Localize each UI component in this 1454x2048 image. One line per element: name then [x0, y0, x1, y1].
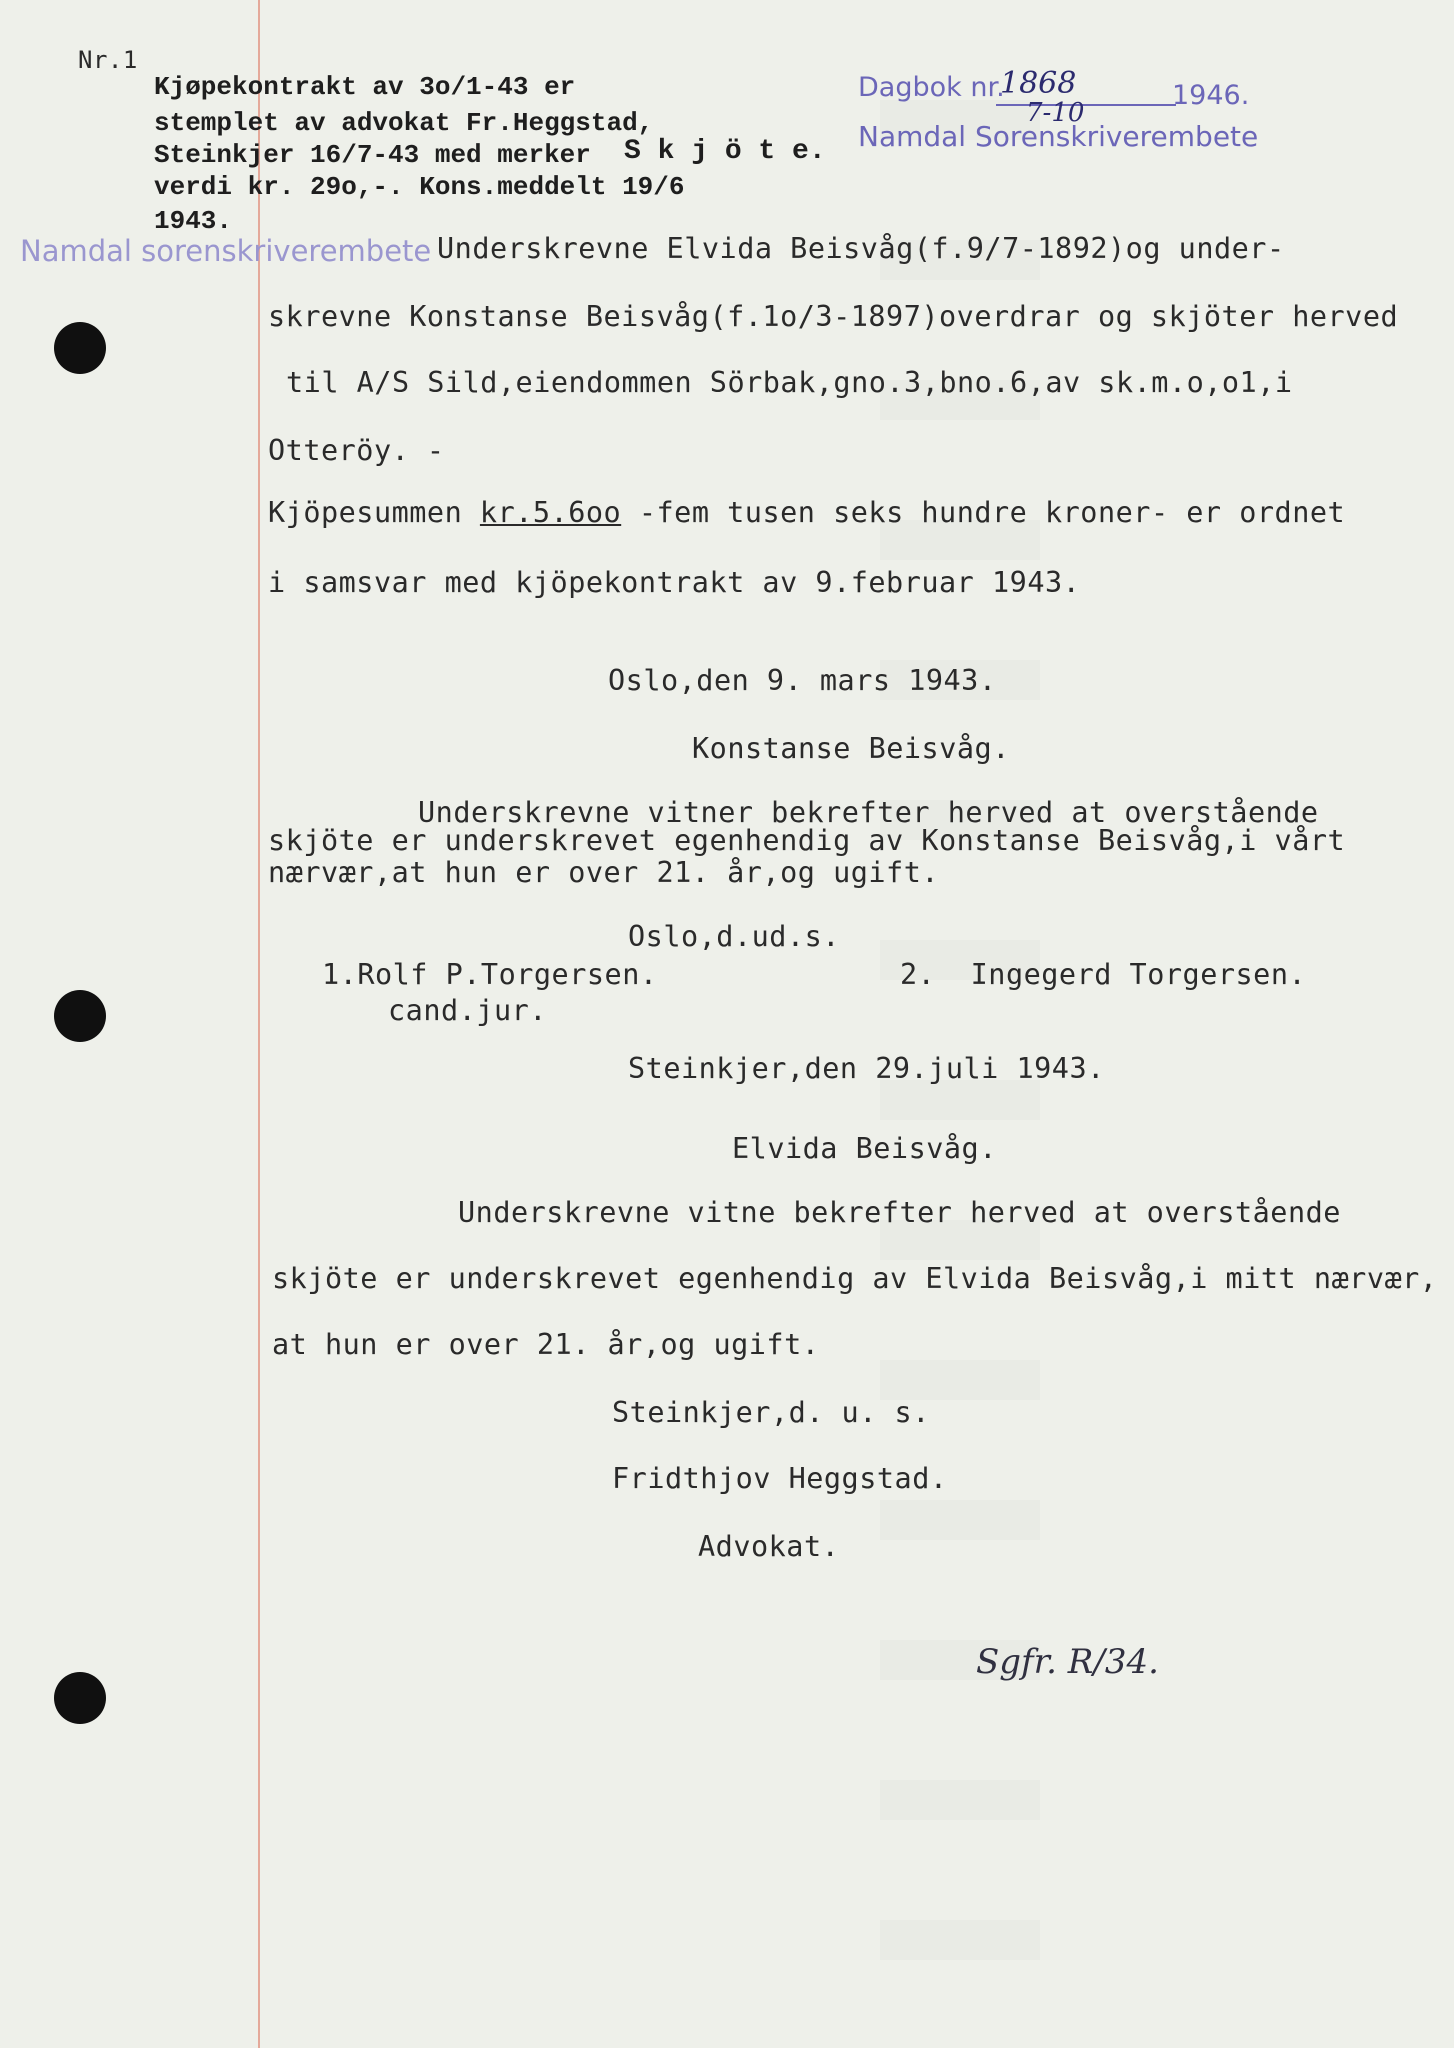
body-line: skrevne Konstanse Beisvåg(f.1o/3-1897)overdrar og skjöter herved: [268, 300, 1399, 333]
body-line: Otteröy. -: [268, 434, 445, 467]
office-stamp: Namdal Sorenskriverembete: [858, 120, 1259, 153]
dagbok-number: 1868: [1000, 66, 1077, 101]
punch-hole-bottom: [54, 1672, 106, 1724]
witness-b: 2. Ingegerd Torgersen.: [900, 958, 1307, 991]
witness-title: Advokat.: [698, 1530, 840, 1563]
witness-place: Steinkjer,d. u. s.: [612, 1396, 930, 1429]
handwritten-initials: Sgfr. R/34.: [976, 1642, 1159, 1682]
witness-a: 1.Rolf P.Torgersen.: [322, 958, 658, 991]
witness-text: at hun er over 21. år,og ugift.: [272, 1328, 820, 1361]
place-date: Oslo,den 9. mars 1943.: [608, 664, 997, 697]
witness-text: nærvær,at hun er over 21. år,og ugift.: [268, 856, 940, 889]
witness-name: Fridthjov Heggstad.: [612, 1462, 948, 1495]
margin-note-line: Steinkjer 16/7-43 med merker: [154, 140, 591, 170]
punch-hole-middle: [54, 990, 106, 1042]
dagbok-underline: [996, 104, 1176, 106]
body-line: til A/S Sild,eiendommen Sörbak,gno.3,bno.6,av sk.m.o,o1,i: [286, 366, 1293, 399]
signatory-name: Konstanse Beisvåg.: [692, 732, 1010, 765]
margin-rule: [258, 0, 260, 2048]
body-text: Kjöpesummen: [268, 496, 480, 529]
margin-note-number: Nr.1: [78, 46, 138, 74]
place-date: Steinkjer,den 29.juli 1943.: [628, 1052, 1105, 1085]
margin-note-line: stemplet av advokat Fr.Heggstad,: [154, 108, 654, 138]
witness-text: skjöte er underskrevet egenhendig av Konstanse Beisvåg,i vårt: [268, 824, 1346, 857]
dagbok-date: 7-10: [1026, 98, 1085, 128]
witness-text: skjöte er underskrevet egenhendig av Elvida Beisvåg,i mitt nærvær,: [272, 1262, 1438, 1295]
margin-note-line: 1943.: [154, 206, 233, 236]
body-line: i samsvar med kjöpekontrakt av 9.februar 1943.: [268, 566, 1081, 599]
margin-note-line: verdi kr. 29o,-. Kons.meddelt 19/6: [154, 172, 685, 202]
witness-text: Underskrevne vitne bekrefter herved at overstående: [458, 1196, 1341, 1229]
body-line: Underskrevne Elvida Beisvåg(f.9/7-1892)og under-: [437, 232, 1285, 265]
witness-a-title: cand.jur.: [388, 994, 547, 1027]
signatory-name: Elvida Beisvåg.: [732, 1132, 997, 1165]
purchase-amount: kr.5.6oo: [479, 496, 622, 529]
dagbok-label: Dagbok nr.: [858, 72, 1005, 103]
witness-text: Underskrevne vitner bekrefter herved at overstående: [418, 796, 1319, 829]
dagbok-year: 1946.: [1172, 80, 1250, 111]
body-text: -fem tusen seks hundre kroner- er ordnet: [621, 496, 1346, 529]
left-office-stamp: Namdal sorenskriverembete: [20, 234, 432, 268]
punch-hole-top: [54, 322, 106, 374]
margin-note-line: Kjøpekontrakt av 3o/1-43 er: [154, 72, 576, 102]
body-line: [268, 496, 1345, 529]
witness-place: Oslo,d.ud.s.: [628, 920, 840, 953]
skjote-label: S k j ö t e.: [624, 136, 826, 167]
